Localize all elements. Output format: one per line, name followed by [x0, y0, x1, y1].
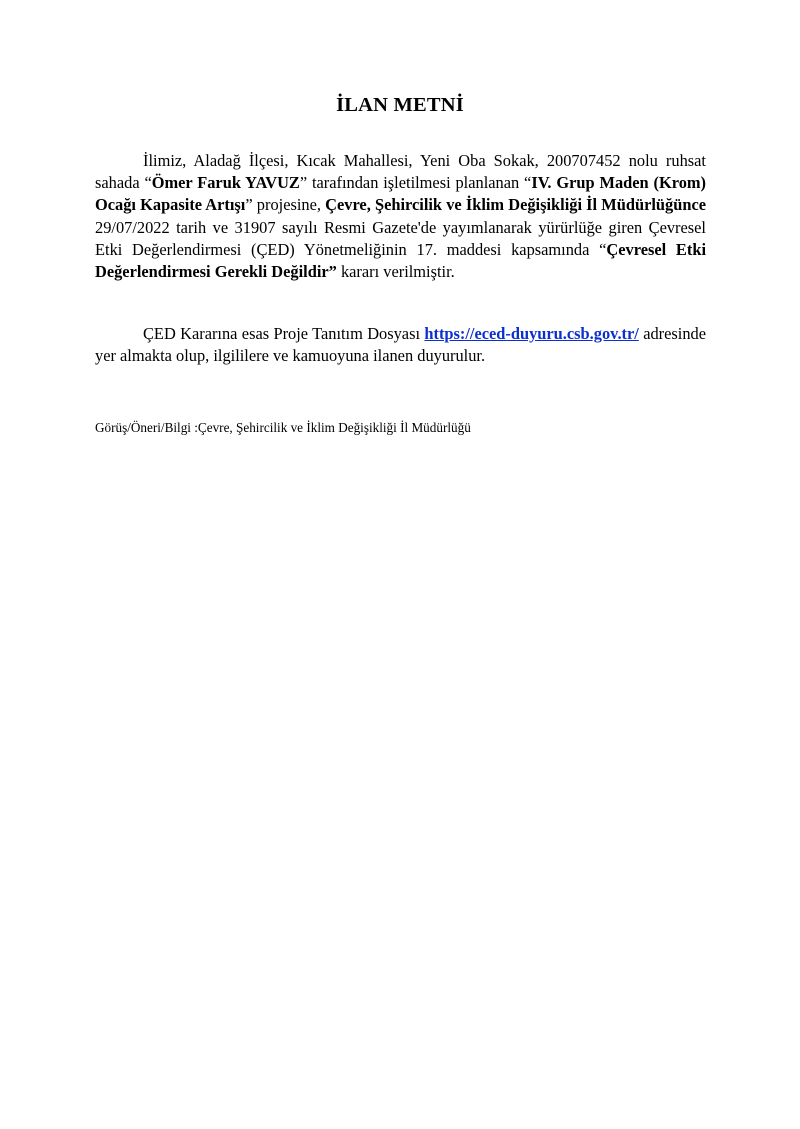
contact-note: Görüş/Öneri/Bilgi :Çevre, Şehircilik ve İklim Değişikliği İl Müdürlüğü	[95, 420, 471, 435]
paragraph-1-segment-5: kararı verilmiştir.	[336, 262, 455, 282]
eced-duyuru-link[interactable]: https://eced-duyuru.csb.gov.tr/	[424, 324, 639, 343]
applicant-name: Ömer Faruk YAVUZ	[151, 173, 300, 193]
paragraph-1-segment-1: İlimiz, Aladağ İlçesi, Kıcak Mahallesi, Yeni Oba Sokak, 200707452 nolu ruhsat sahada “	[95, 151, 706, 193]
paragraph-1-segment-4: 29/07/2022 tarih ve 31907 sayılı Resmi Gazete'de yayımlanarak yürürlüğe giren Çevresel Etki Değerlendirmesi (ÇED) Yönetmeliğinin 17. maddesi kapsamında “	[95, 217, 706, 259]
announcement-paragraph-2	[95, 323, 706, 367]
paragraph-2-segment-1: ÇED Kararına esas Proje Tanıtım Dosyası	[143, 324, 425, 343]
decision-text: Çevresel Etki Değerlendirmesi Gerekli Değildir”	[95, 239, 706, 282]
paragraph-2-text	[95, 323, 706, 367]
page-title: İLAN METNİ	[336, 94, 464, 116]
paragraph-1-text	[95, 150, 706, 283]
paragraph-2-segment-2: adresinde yer almakta olup, ilgililere ve kamuoyuna ilanen duyurulur.	[95, 324, 706, 366]
project-name: IV. Grup Maden (Krom) Ocağı Kapasite Artışı	[95, 173, 706, 215]
authority-name: Çevre, Şehircilik ve İklim Değişikliği İl Müdürlüğünce	[325, 195, 706, 215]
paragraph-1-segment-3: ” projesine,	[245, 195, 326, 215]
paragraph-1-segment-2: ” tarafından işletilmesi planlanan “	[299, 173, 532, 193]
announcement-paragraph-1	[95, 150, 706, 283]
